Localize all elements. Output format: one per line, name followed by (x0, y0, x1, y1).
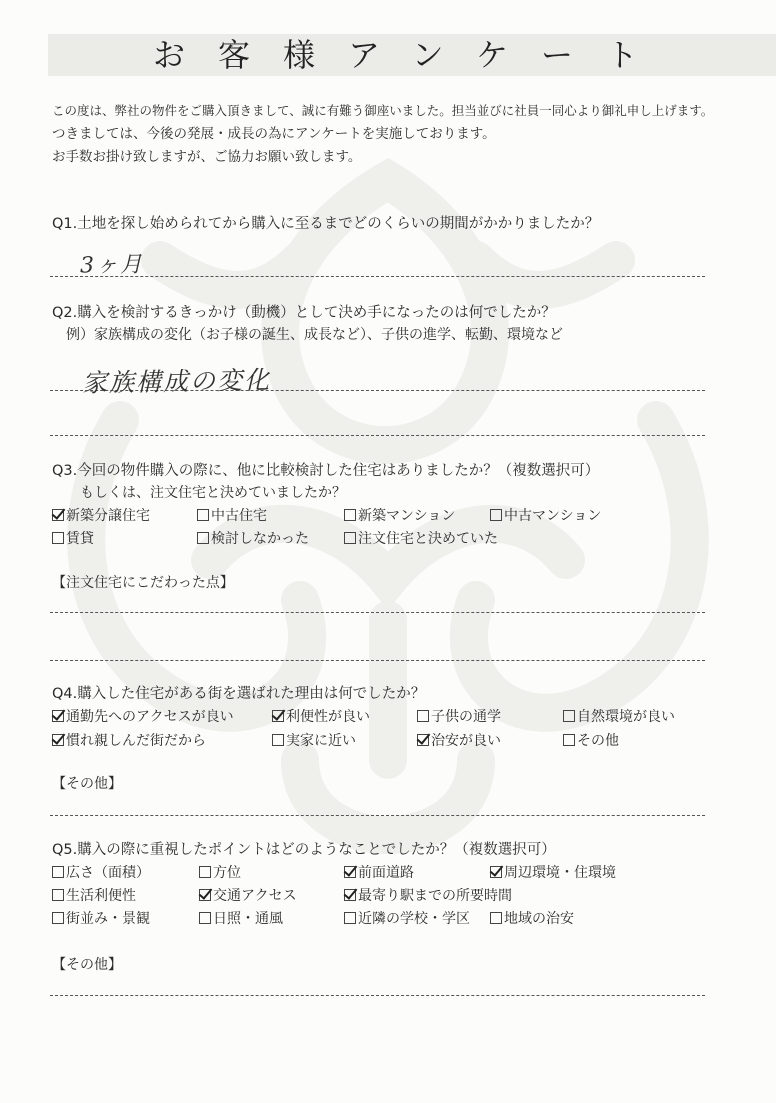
option-label: 最寄り駅までの所要時間 (358, 888, 512, 904)
intro-line-1: この度は、弊社の物件をご購入頂きまして、誠に有難う御座いました。担当並びに社員一同心より御礼申し上げます。 (52, 103, 714, 118)
q3-answer-line-2 (50, 660, 705, 661)
checkbox-icon (344, 912, 356, 924)
q5-other-heading: 【その他】 (52, 957, 122, 973)
option-label: 賃貸 (66, 531, 94, 547)
checkbox-icon (272, 734, 284, 746)
option-label: 自然環境が良い (577, 709, 675, 725)
checkbox-icon (52, 912, 64, 924)
checkbox-checked-icon (52, 509, 64, 521)
q4-option-other[interactable] (563, 731, 619, 751)
q1-answer-line (50, 276, 705, 277)
option-label: 慣れ親しんだ街だから (66, 733, 206, 749)
checkbox-checked-icon (272, 710, 284, 722)
checkbox-icon (417, 710, 429, 722)
option-label: 新築分譲住宅 (66, 508, 150, 524)
q3-option-used-condo[interactable] (490, 506, 601, 526)
option-label: 地域の治安 (504, 911, 574, 927)
option-label: 前面道路 (358, 865, 414, 881)
checkbox-icon (52, 866, 64, 878)
q5-option-sunlight[interactable] (199, 909, 283, 929)
checkbox-icon (197, 509, 209, 521)
q2-answer-line-2 (50, 435, 705, 436)
checkbox-icon (344, 532, 356, 544)
q3-option-new-built-house[interactable] (52, 506, 150, 526)
q2-example: 例）家族構成の変化（お子様の誕生、成長など）、子供の進学、転勤、環境など (66, 327, 563, 343)
q5-option-area-safety[interactable] (490, 909, 574, 929)
checkbox-checked-icon (52, 734, 64, 746)
option-label: 中古マンション (504, 508, 602, 524)
checkbox-checked-icon (344, 889, 356, 901)
checkbox-checked-icon (490, 866, 502, 878)
option-label: 中古住宅 (211, 508, 267, 524)
q5-option-direction[interactable] (199, 863, 241, 883)
q4-answer-line (50, 815, 705, 816)
q5-option-living-convenience[interactable] (52, 886, 136, 906)
option-label: 生活利便性 (66, 888, 136, 904)
q5-option-townscape[interactable] (52, 909, 150, 929)
checkbox-icon (563, 734, 575, 746)
option-label: 利便性が良い (286, 709, 370, 725)
q4-option-safety[interactable] (417, 731, 501, 751)
option-label: その他 (577, 733, 619, 749)
option-label: 実家に近い (286, 733, 356, 749)
checkbox-checked-icon (344, 866, 356, 878)
q5-option-school-district[interactable] (344, 909, 470, 929)
option-label: 新築マンション (358, 508, 456, 524)
intro-line-2: つきましては、今後の発展・成長の為にアンケートを実施しております。 (52, 126, 496, 142)
q4-option-familiar-town[interactable] (52, 731, 206, 751)
option-label: 注文住宅と決めていた (358, 531, 498, 547)
q4-option-nature[interactable] (563, 707, 675, 727)
intro-line-3: お手数お掛け致しますが、ご協力お願い致します。 (52, 149, 362, 165)
q3-option-new-condo[interactable] (344, 506, 455, 526)
page-title: お客様アンケート (152, 36, 672, 74)
option-label: 街並み・景観 (66, 911, 150, 927)
q4-option-school-commute[interactable] (417, 707, 501, 727)
checkbox-icon (490, 912, 502, 924)
q3-option-custom-house[interactable] (344, 529, 498, 549)
q4-option-commute-access[interactable] (52, 707, 234, 727)
q5-option-station-time[interactable] (344, 886, 512, 906)
q3-answer-line-1 (50, 612, 705, 613)
checkbox-checked-icon (417, 734, 429, 746)
checkbox-icon (52, 532, 64, 544)
checkbox-icon (199, 912, 211, 924)
q3-question-line-2: もしくは、注文住宅と決めていましたか？ (80, 485, 346, 501)
option-label: 検討しなかった (211, 531, 309, 547)
q5-answer-line (50, 995, 705, 996)
checkbox-checked-icon (52, 710, 64, 722)
checkbox-icon (52, 889, 64, 901)
option-label: 近隣の学校・学区 (358, 911, 470, 927)
option-label: 方位 (213, 865, 241, 881)
q4-option-near-parents[interactable] (272, 731, 356, 751)
q5-option-front-road[interactable] (344, 863, 414, 883)
option-label: 子供の通学 (431, 709, 501, 725)
option-label: 交通アクセス (213, 888, 297, 904)
checkbox-checked-icon (199, 889, 211, 901)
q5-option-surroundings[interactable] (490, 863, 616, 883)
q2-answer: 家族構成の変化 (81, 365, 272, 398)
option-label: 治安が良い (431, 733, 501, 749)
q4-option-convenience[interactable] (272, 707, 370, 727)
q1-answer: 3ヶ月 (79, 252, 145, 279)
q5-question: Q5.購入の際に重視したポイントはどのようなことでしたか？（複数選択可） (52, 842, 556, 858)
q4-other-heading: 【その他】 (52, 776, 122, 792)
q5-option-area[interactable] (52, 863, 150, 883)
checkbox-icon (563, 710, 575, 722)
checkbox-icon (199, 866, 211, 878)
option-label: 日照・通風 (213, 911, 283, 927)
checkbox-icon (490, 509, 502, 521)
q5-option-transport-access[interactable] (199, 886, 297, 906)
option-label: 広さ（面積） (66, 865, 150, 881)
q3-option-rental[interactable] (52, 529, 94, 549)
option-label: 通勤先へのアクセスが良い (66, 709, 234, 725)
q4-question: Q4.購入した住宅がある街を選ばれた理由は何でしたか？ (52, 686, 426, 702)
q3-option-not-considered[interactable] (197, 529, 309, 549)
checkbox-icon (197, 532, 209, 544)
q2-question: Q2.購入を検討するきっかけ（動機）として決め手になったのは何でしたか？ (52, 305, 556, 321)
q3-option-used-house[interactable] (197, 506, 267, 526)
option-label: 周辺環境・住環境 (504, 865, 616, 881)
checkbox-icon (344, 509, 356, 521)
q1-question: Q1.土地を探し始められてから購入に至るまでどのくらいの期間がかかりましたか？ (52, 216, 600, 232)
q3-sub-heading: 【注文住宅にこだわった点】 (52, 575, 234, 591)
q3-question: Q3.今回の物件購入の際に、他に比較検討した住宅はありましたか？（複数選択可） (52, 463, 600, 479)
